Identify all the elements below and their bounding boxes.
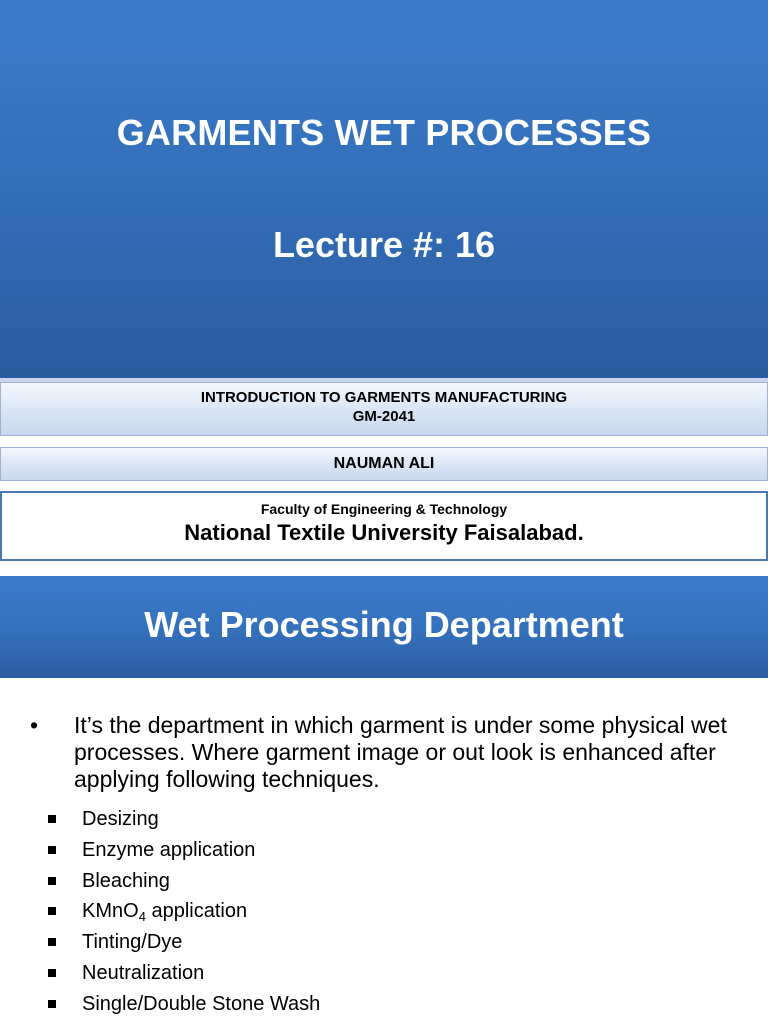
intro-text: It’s the department in which garment is under some physical wet processes. Where garment image or out look is enhanced after applying following techniques. — [74, 712, 727, 792]
course-info-bar — [0, 382, 768, 436]
square-bullet-icon — [48, 815, 56, 823]
formula-text: KMnO — [82, 900, 139, 923]
formula-subscript: 4 — [138, 909, 146, 925]
square-bullet-icon — [48, 938, 56, 946]
list-item — [48, 958, 648, 989]
square-bullet-icon — [48, 907, 56, 915]
technique-label: Desizing — [82, 808, 159, 830]
square-bullet-icon — [48, 877, 56, 885]
square-bullet-icon — [48, 1000, 56, 1008]
formula-suffix: application — [145, 900, 248, 923]
square-bullet-icon — [48, 969, 56, 977]
list-item — [48, 804, 648, 835]
course-code: GM-2041 — [352, 408, 416, 425]
techniques-list — [48, 804, 648, 1020]
square-bullet-icon — [48, 846, 56, 854]
technique-label: Single/Double Stone Wash — [82, 992, 321, 1015]
course-name: INTRODUCTION TO GARMENTS MANUFACTURING — [200, 389, 568, 406]
author-bar: NAUMAN ALI — [0, 447, 768, 481]
lecture-number: Lecture #: 16 — [272, 224, 496, 265]
content-slide-header — [0, 576, 768, 678]
institution-box — [0, 491, 768, 561]
slide-title: Wet Processing Department — [144, 604, 624, 645]
list-item — [48, 835, 648, 866]
university-name: National Textile University Faisalabad. — [184, 520, 584, 545]
list-item — [48, 866, 648, 897]
technique-label: Enzyme application — [82, 838, 256, 861]
title-slide-header — [0, 0, 768, 380]
list-item — [48, 927, 648, 958]
technique-label — [82, 896, 247, 926]
faculty-name: Faculty of Engineering & Technology — [260, 501, 508, 517]
technique-label: Tinting/Dye — [82, 931, 183, 954]
presentation-title: GARMENTS WET PROCESSES — [116, 112, 652, 153]
list-item — [48, 896, 648, 927]
technique-label: Bleaching — [82, 869, 170, 892]
technique-label: Neutralization — [82, 961, 205, 984]
bullet-dot: • — [30, 712, 39, 738]
list-item — [48, 989, 648, 1020]
